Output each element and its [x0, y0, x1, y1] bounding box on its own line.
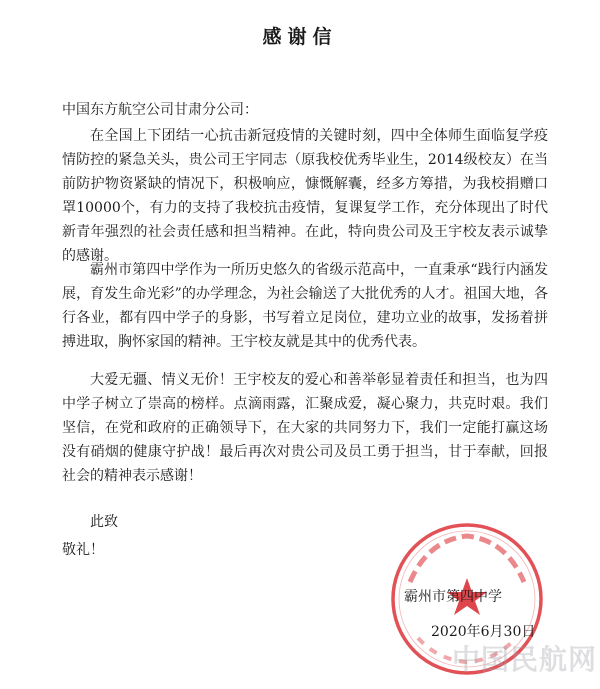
letter-date: 2020年6月30日: [431, 624, 536, 640]
closing-line-2: 敬礼！: [62, 542, 104, 558]
letter-paragraph-2: 霸州市第四中学作为一所历史悠久的省级示范高中，一直秉承“践行内涵发展，育发生命光彩”的办学理念，为社会输送了大批优秀的人才。祖国大地，各行各业，都有四中学子的身影，书写着立足岗位，建功立业的故事，发扬着拼搏进取，胸怀家国的精神。王宇校友就是其中的优秀代表。: [62, 262, 548, 350]
letter-salutation: 中国东方航空公司甘肃分公司：: [62, 102, 258, 118]
letter-paragraph-3: 大爱无疆、情义无价！王宇校友的爱心和善举彰显着责任和担当，也为四中学子树立了崇高的榜样。点滴雨露，汇聚成爱，凝心聚力，共克时艰。我们坚信，在党和政府的正确领导下，在大家的共同努力下，我们一定能打赢这场没有硝烟的健康守护战！最后再次对贵公司及员工勇于担当，甘于奉献，回报社会的精神表示感谢！: [62, 372, 548, 484]
watermark-text: 中国民航网: [452, 643, 598, 676]
letter-paragraph-1: 在全国上下团结一心抗击新冠疫情的关键时刻，四中全体师生面临复学疫情防控的紧急关头，贵公司王宇同志（原我校优秀毕业生，2014级校友）在当前防护物资紧缺的情况下，积极响应，慷慨解囊，经多方筹措，为我校捐赠口罩10000个，有力的支持了我校抗击疫情，复课复学工作，充分体现出了时代新青年强烈的社会责任感和担当精神。在此，特向贵公司及王宇校友表示诚挚的感谢。: [62, 128, 548, 264]
letter-title: 感谢信: [262, 26, 338, 48]
signer-name: 霸州市第四中学: [404, 589, 502, 605]
closing-line-1: 此致: [90, 514, 118, 530]
